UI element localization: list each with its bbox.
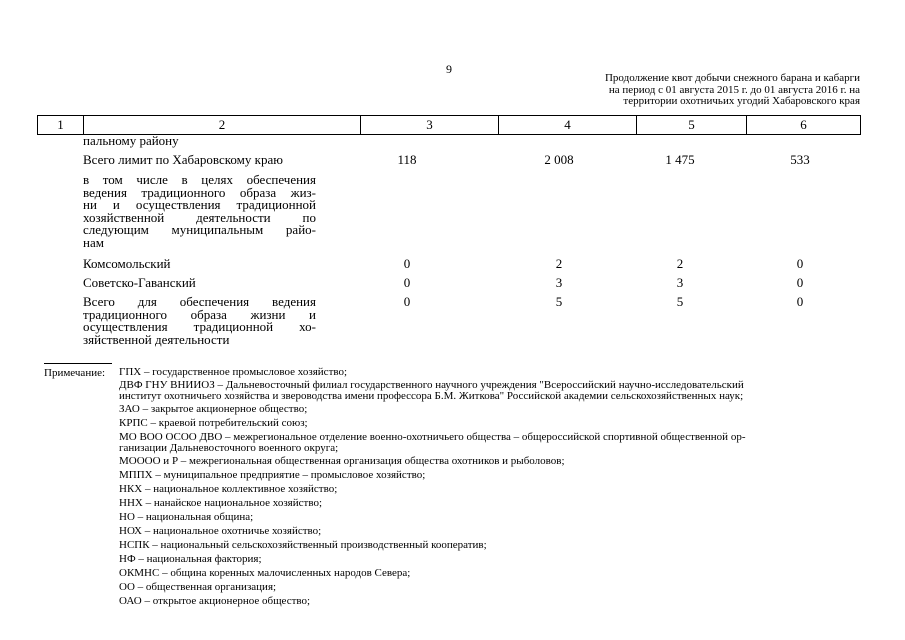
note-line: НКХ – национальное коллективное хозяйство; <box>119 483 338 495</box>
page-number: 9 <box>446 62 452 76</box>
cell-col-4: 3 <box>555 275 563 290</box>
cell-col-3: 0 <box>403 256 411 271</box>
row-label-line: осуществления традиционной хо- <box>83 319 316 334</box>
cell-col-6: 0 <box>796 256 804 271</box>
row-label <box>83 174 316 249</box>
footnote-rule <box>44 363 112 364</box>
continuation-title <box>540 73 860 108</box>
continuation-title-line: территории охотничьих угодий Хабаровского края <box>623 95 860 107</box>
header-col-3: 3 <box>361 116 499 135</box>
cell-col-6: 533 <box>790 152 810 167</box>
continuation-title-line: на период с 01 августа 2015 г. до 01 августа 2016 г. на <box>608 83 860 96</box>
cell-col-5: 5 <box>676 294 684 309</box>
cell-col-4: 2 <box>555 256 563 271</box>
row-label-line: ни и осуществления традиционной <box>83 197 316 212</box>
note-line: ННХ – нанайское национальное хозяйство; <box>119 497 322 509</box>
cell-col-3: 0 <box>403 294 411 309</box>
continuation-title-line: Продолжение квот добычи снежного барана и кабарги <box>604 72 860 84</box>
note-line: ОО – общественная организация; <box>119 581 277 593</box>
row-label: Всего лимит по Хабаровскому краю <box>83 152 283 167</box>
row-label-line: в том числе в целях обеспечения <box>83 172 316 187</box>
row-label <box>83 296 316 346</box>
note-line: ГПХ – государственное промысловое хозяйство; <box>119 366 348 378</box>
note-line: МППХ – муниципальное предприятие – промысловое хозяйство; <box>119 469 426 481</box>
note-line: институт охотничьего хозяйства и звероводства имени профессора Б.М. Житкова" Российской академии сельскохозяйственных наук; <box>119 390 744 402</box>
note-line: ДВФ ГНУ ВНИИОЗ – Дальневосточный филиал государственного научного учреждения "Всероссийский научно-исследовательский <box>119 379 744 391</box>
cell-col-5: 1 475 <box>665 152 695 167</box>
row-label-line: хозяйственной деятельности по <box>83 209 316 225</box>
note-line: КРПС – краевой потребительский союз; <box>119 417 308 429</box>
cell-col-4: 5 <box>555 294 563 309</box>
cell-col-6: 0 <box>796 275 804 290</box>
cell-col-5: 3 <box>676 275 684 290</box>
row-label-line: следующим муниципальным райо- <box>83 222 316 237</box>
cell-col-6: 0 <box>796 294 804 309</box>
cell-col-3: 0 <box>403 275 411 290</box>
note-line: ганизации Дальневосточного военного округа; <box>119 442 339 454</box>
table-header <box>37 115 861 135</box>
row-label: пальному району <box>83 133 179 148</box>
cell-col-4: 2 008 <box>544 152 574 167</box>
cell-col-3: 118 <box>397 152 417 167</box>
note-label: Примечание: <box>44 367 106 379</box>
row-label: Советско-Гаванский <box>83 275 196 290</box>
header-col-5: 5 <box>637 116 747 135</box>
header-col-1: 1 <box>38 116 84 135</box>
row-label-line: ведения традиционного образа жиз- <box>83 184 316 200</box>
note-line: НО – национальная община; <box>119 511 254 523</box>
row-label: Комсомольский <box>83 256 171 271</box>
note-line: НФ – национальная фактория; <box>119 553 262 565</box>
row-label-line: нам <box>83 234 104 250</box>
row-label-line: Всего для обеспечения ведения <box>83 294 316 309</box>
header-col-6: 6 <box>747 116 861 135</box>
note-line: ОКМНС – община коренных малочисленных народов Севера; <box>119 567 411 579</box>
note-line: НОХ – национальное охотничье хозяйство; <box>119 525 322 537</box>
note-line: МО ВОО ОСОО ДВО – межрегиональное отделение военно-охотничьего общества – общероссийской спортивной общественной ор- <box>119 431 746 443</box>
note-line: ЗАО – закрытое акционерное общество; <box>119 403 308 415</box>
cell-col-5: 2 <box>676 256 684 271</box>
note-line: НСПК – национальный сельскохозяйственный производственный кооператив; <box>119 539 487 551</box>
row-label-line: традиционного образа жизни и <box>83 306 316 322</box>
row-label-line: зяйственной деятельности <box>83 331 230 347</box>
note-line: МОООО и Р – межрегиональная общественная организация общества охотников и рыболовов; <box>119 455 565 467</box>
header-col-4: 4 <box>499 116 637 135</box>
note-line: ОАО – открытое акционерное общество; <box>119 595 311 607</box>
header-col-2: 2 <box>84 116 361 135</box>
